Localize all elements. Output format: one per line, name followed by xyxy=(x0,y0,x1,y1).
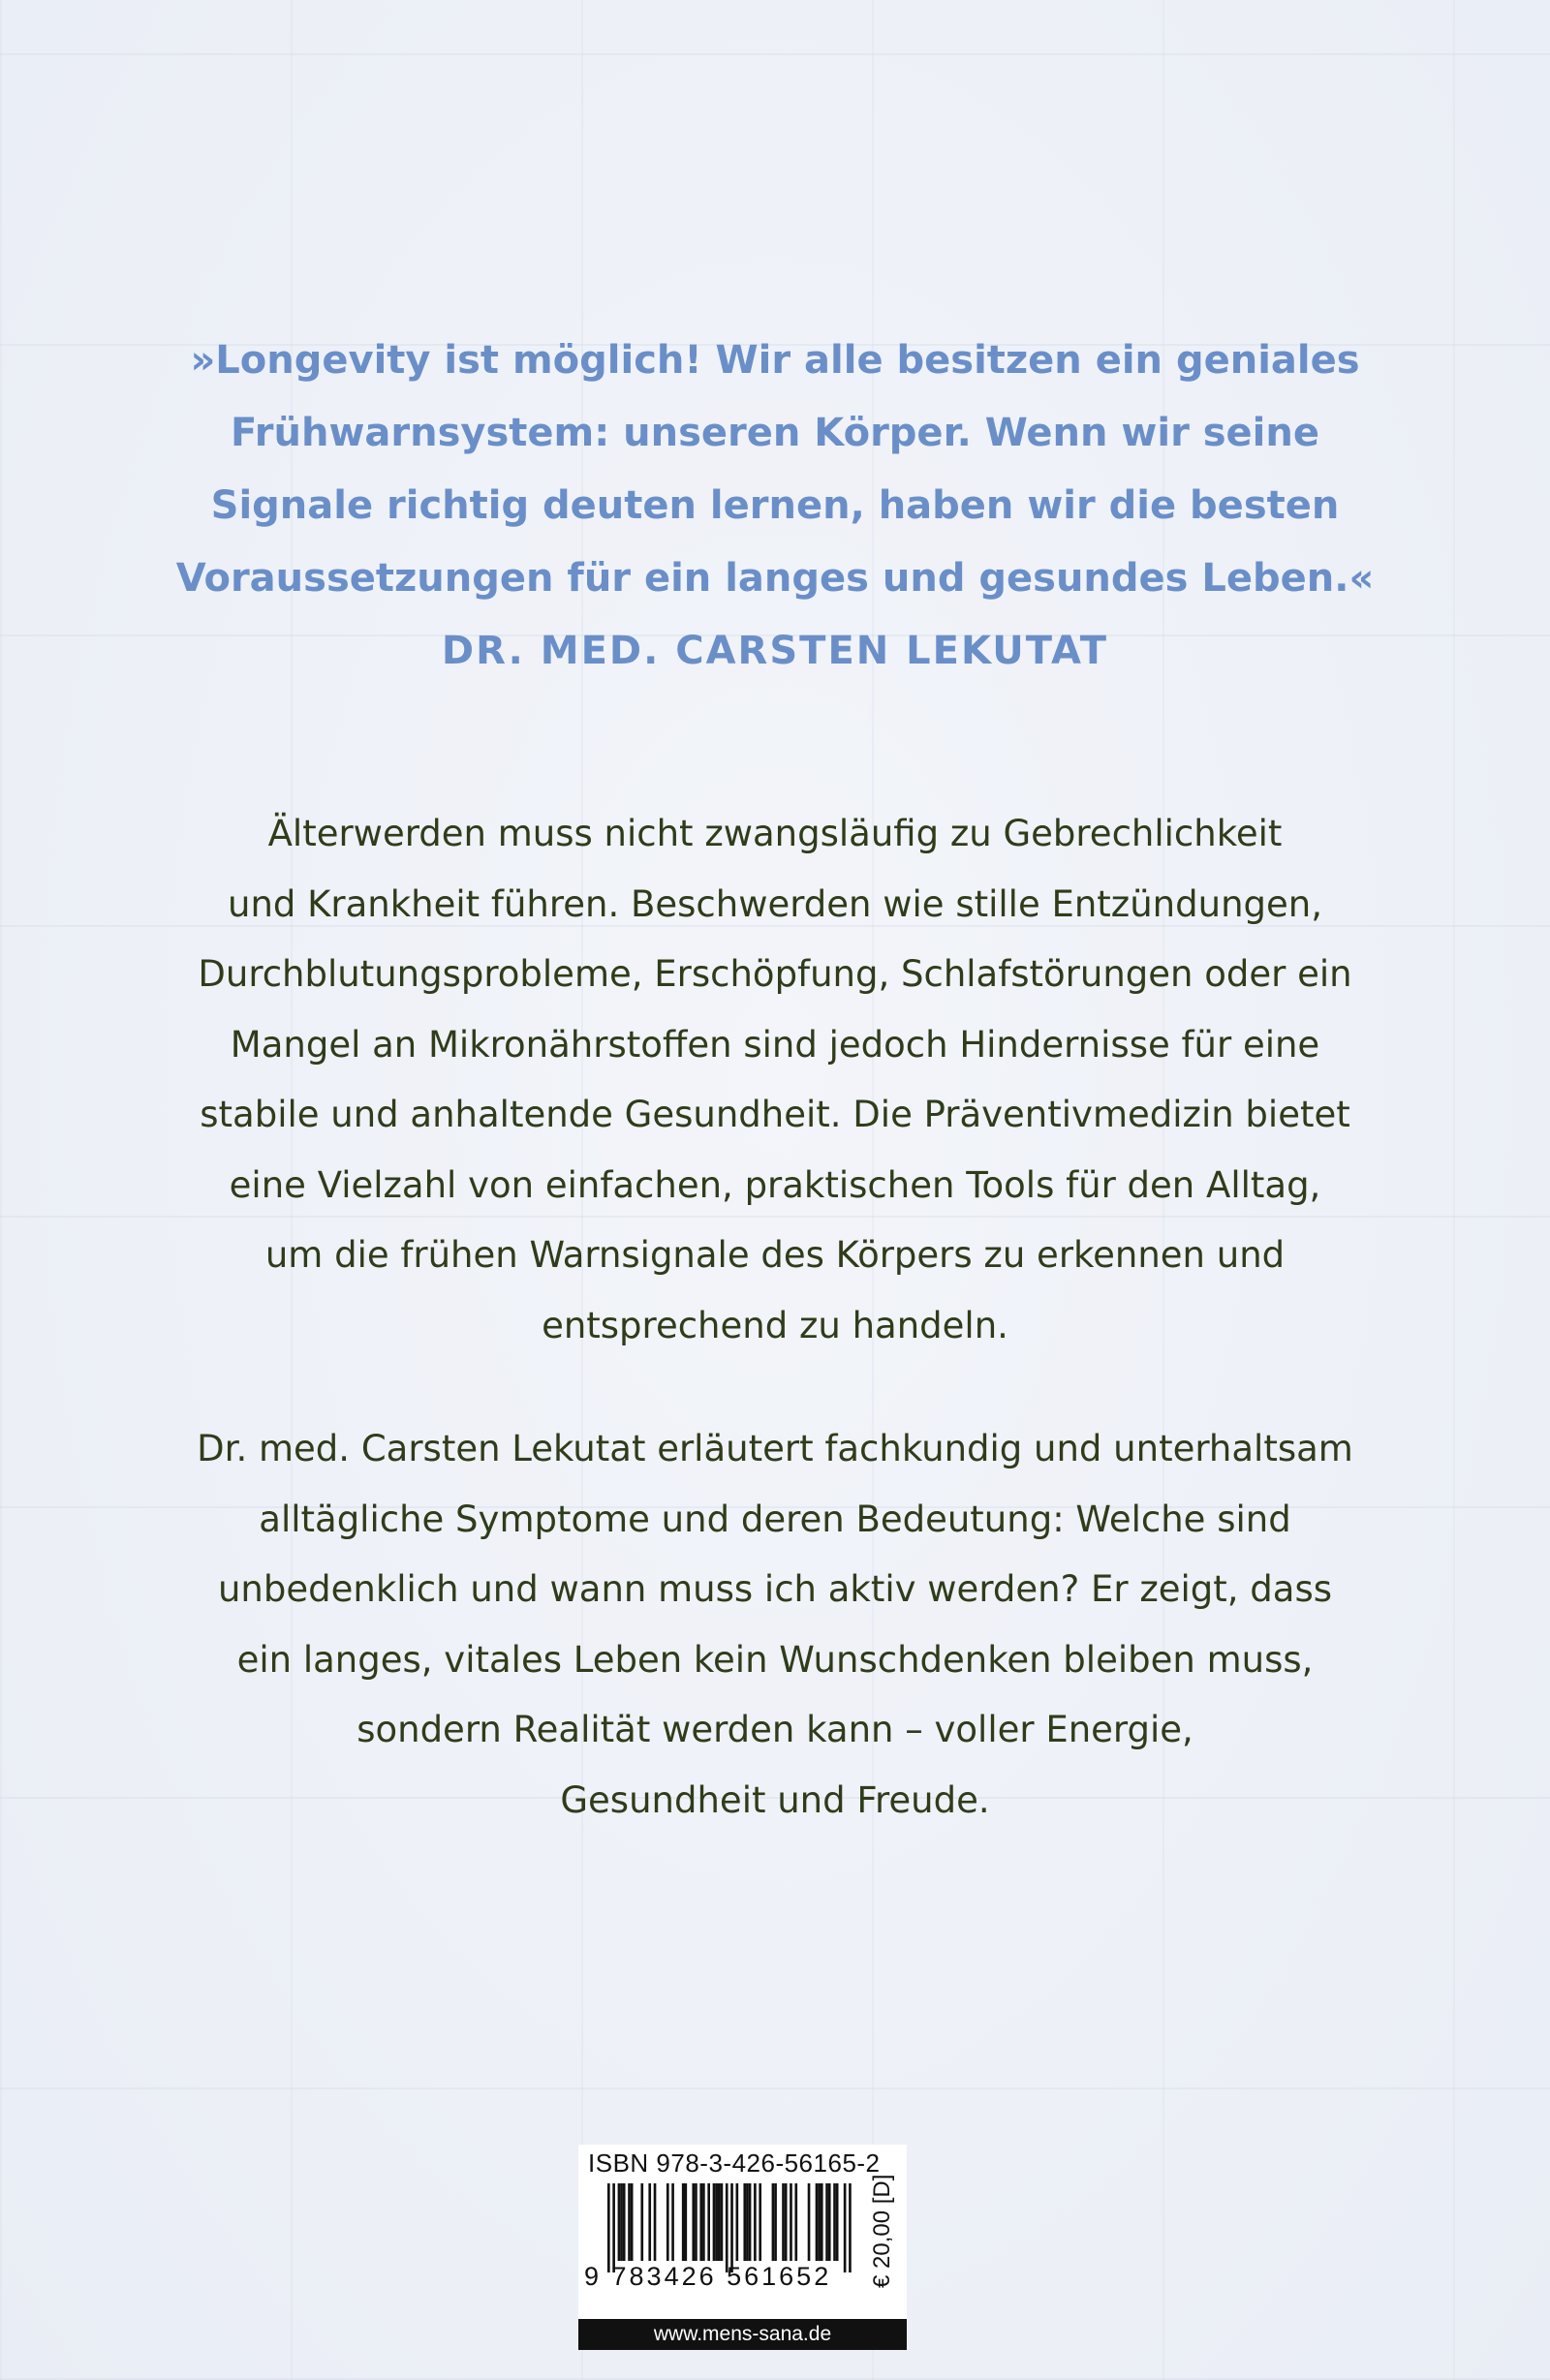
ean-digits: 9 783426 561652 xyxy=(584,2262,832,2291)
barcode-bar xyxy=(648,2183,651,2261)
blurb-paragraph-1 xyxy=(0,799,1550,1361)
barcode-bar xyxy=(682,2183,685,2261)
barcode-bar xyxy=(607,2183,610,2272)
paragraph-line: unbedenklich und wann muss ich aktiv werden? Er zeigt, dass xyxy=(217,1568,1333,1610)
barcode-bar xyxy=(754,2183,757,2261)
paragraph-line: Durchblutungsprobleme, Erschöpfung, Schlafstörungen oder ein xyxy=(198,953,1352,995)
quote-line-2: Frühwarnsystem: unseren Körper. Wenn wir seine xyxy=(231,411,1319,455)
barcode-bar xyxy=(821,2183,823,2261)
barcode-bar xyxy=(640,2183,643,2261)
barcode-bar xyxy=(736,2183,739,2261)
paragraph-line: alltägliche Symptome und deren Bedeutung: Welche sind xyxy=(259,1498,1291,1540)
barcode-bar xyxy=(671,2183,674,2261)
barcode-bar xyxy=(844,2183,847,2272)
paragraph-line: um die frühen Warnsignale des Körpers zu erkennen und xyxy=(264,1234,1286,1276)
barcode-bar xyxy=(836,2183,839,2261)
barcode-bar xyxy=(718,2183,721,2261)
barcode-bar xyxy=(743,2183,746,2261)
barcode-bar xyxy=(782,2183,785,2261)
barcode-bar xyxy=(685,2183,688,2261)
paragraph-line: ein langes, vitales Leben kein Wunschdenken bleiben muss, xyxy=(236,1638,1314,1681)
barcode-bar xyxy=(631,2183,634,2261)
paragraph-line: Gesundheit und Freude. xyxy=(560,1778,990,1821)
barcode-bar xyxy=(774,2183,777,2261)
barcode-bar xyxy=(695,2183,698,2261)
barcode-bar xyxy=(620,2183,623,2261)
paragraph-line: Mangel an Mikronährstoffen sind jedoch Hindernisse für eine xyxy=(230,1023,1320,1066)
barcode-bar xyxy=(833,2183,836,2261)
barcode-bar xyxy=(654,2183,657,2261)
barcode-bar xyxy=(707,2183,710,2261)
quote-line-3: Signale richtig deuten lernen, haben wir die besten xyxy=(210,483,1340,528)
price-label: € 20,00 [D] xyxy=(869,2174,895,2288)
barcode-bar xyxy=(785,2183,788,2261)
barcode-bar xyxy=(794,2183,797,2261)
paragraph-line: entsprechend zu handeln. xyxy=(542,1304,1008,1346)
paragraph-line: stabile und anhaltende Gesundheit. Die Präventivmedizin bietet xyxy=(200,1094,1350,1135)
barcode-bar xyxy=(790,2183,792,2261)
barcode-box xyxy=(578,2145,907,2319)
quote-line-1: »Longevity ist möglich! Wir alle besitzen ein geniales xyxy=(190,338,1360,383)
quote-author: DR. MED. CARSTEN LEKUTAT xyxy=(441,629,1109,673)
blurb-paragraph-2 xyxy=(0,1414,1550,1836)
barcode-bar xyxy=(828,2183,831,2261)
publisher-website: www.mens-sana.de xyxy=(578,2319,907,2350)
barcode-bar xyxy=(715,2183,718,2261)
barcode-bar xyxy=(702,2183,705,2261)
barcode-bar xyxy=(849,2183,852,2272)
barcode-bar xyxy=(759,2183,761,2261)
barcode-bar xyxy=(692,2183,695,2261)
barcode-bar xyxy=(749,2183,752,2261)
barcode-bar xyxy=(618,2183,621,2261)
barcode-bar xyxy=(666,2183,669,2261)
barcode-bar xyxy=(713,2183,716,2261)
paragraph-line: eine Vielzahl von einfachen, praktischen Tools für den Alltag, xyxy=(229,1163,1321,1206)
quote-line-4: Voraussetzungen für ein langes und gesundes Leben.« xyxy=(175,556,1375,601)
barcode-bar xyxy=(746,2183,749,2261)
paragraph-line: und Krankheit führen. Beschwerden wie stille Entzündungen, xyxy=(228,882,1322,925)
barcode-bar xyxy=(726,2183,728,2272)
paragraph-line: Älterwerden muss nicht zwangsläufig zu Gebrechlichkeit xyxy=(267,813,1283,854)
paragraph-line: sondern Realität werden kann – voller Energie, xyxy=(356,1709,1194,1750)
barcode-bar xyxy=(808,2183,811,2261)
barcode-bar xyxy=(628,2183,631,2261)
barcode-bar xyxy=(699,2183,702,2261)
barcode-bar xyxy=(818,2183,821,2261)
barcode-bar xyxy=(825,2183,828,2261)
isbn-number: ISBN 978-3-426-56165-2 xyxy=(588,2148,881,2178)
paragraph-line: Dr. med. Carsten Lekutat erläutert fachkundig und unterhaltsam xyxy=(197,1428,1353,1469)
barcode-bar xyxy=(623,2183,626,2261)
barcode-bar xyxy=(721,2183,724,2261)
barcode-bar xyxy=(612,2183,615,2272)
barcode-bar xyxy=(772,2183,775,2261)
barcode-bar xyxy=(730,2183,733,2272)
pull-quote xyxy=(0,325,1550,688)
barcode-bar xyxy=(816,2183,819,2261)
